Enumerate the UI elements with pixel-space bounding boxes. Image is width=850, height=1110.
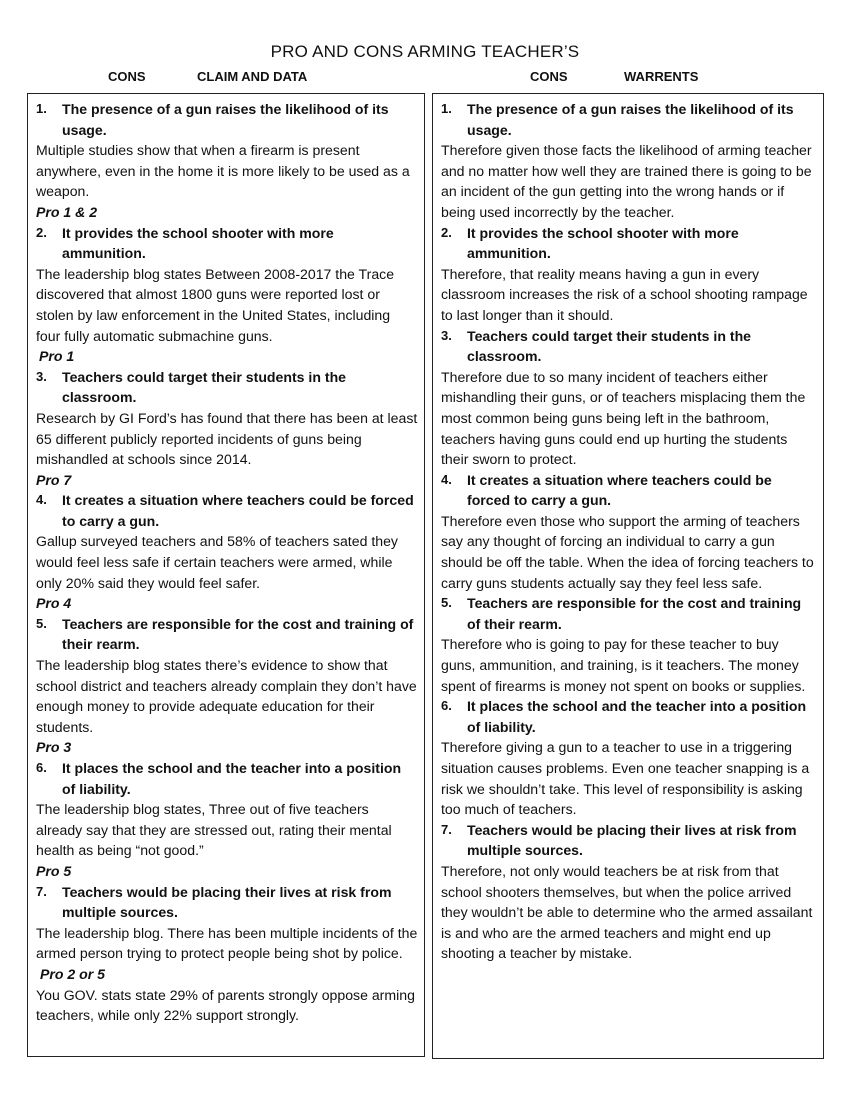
claim-heading xyxy=(36,490,418,531)
item-number: 6. xyxy=(36,760,47,775)
warrant-heading xyxy=(441,326,817,367)
warrant-text: Therefore even those who support the arming of teachers say any thought of forcing an individual to carry a gun should be off the table. When the idea of forcing teachers to carry guns students actually say they feel less safe. xyxy=(441,512,814,591)
heading-text: It provides the school shooter with more ammunition. xyxy=(62,224,334,262)
claim-data-text: Multiple studies show that when a firearm is present anywhere, even in the home it is more likely to be used as a weapon. xyxy=(36,142,410,200)
claim-heading xyxy=(36,367,418,408)
pro-reference: Pro 4 xyxy=(36,595,72,612)
warrant-item xyxy=(441,223,817,326)
heading-text: It places the school and the teacher into a position of liability. xyxy=(62,760,402,797)
warrant-item xyxy=(441,820,817,964)
claim-heading xyxy=(36,99,418,140)
warrant-text: Therefore given those facts the likelihood of arming teacher and no matter how well they are trained there is going to be an incident of the gun getting into the wrong hands or if being used incorrectly by the teacher. xyxy=(441,142,812,220)
warrant-item xyxy=(441,696,817,820)
warrant-item xyxy=(441,326,817,470)
item-number: 6. xyxy=(441,698,452,714)
claim-item xyxy=(36,490,418,614)
warrant-text: Therefore who is going to pay for these teacher to buy guns, ammunition, and training, is it teachers. The money spent of firearms is money not spent on books or supplies. xyxy=(441,636,806,694)
warrant-heading xyxy=(441,696,817,737)
claim-item xyxy=(36,758,418,882)
warrant-heading xyxy=(441,593,817,634)
heading-text: It places the school and the teacher into a position of liability. xyxy=(467,698,807,735)
pro-reference: Pro 5 xyxy=(36,862,72,879)
warrants-column xyxy=(432,93,824,1059)
claim-heading xyxy=(36,223,418,264)
item-number: 7. xyxy=(36,883,47,899)
heading-text: Teachers would be placing their lives at risk from multiple sources. xyxy=(62,883,392,921)
item-number: 1. xyxy=(441,101,452,116)
warrant-text: Therefore giving a gun to a teacher to use in a triggering situation causes problems. Even one teacher snapping is a risk we shouldn’t take. This level of responsibility is asking too much of teachers. xyxy=(441,739,810,818)
heading-text: It provides the school shooter with more ammunition. xyxy=(467,224,739,262)
heading-text: It creates a situation where teachers could be forced to carry a gun. xyxy=(467,471,772,509)
claim-data-extra-text: You GOV. stats state 29% of parents strongly oppose arming teachers, while only 22% support strongly. xyxy=(36,986,415,1024)
item-number: 4. xyxy=(36,492,47,508)
claim-data-text: The leadership blog states there’s evidence to show that school district and teachers already complain they don’t have enough money to provide adequate education for their students. xyxy=(36,657,417,735)
pro-reference: Pro 1 xyxy=(39,348,75,365)
header-left-cons: CONS xyxy=(108,69,146,84)
claim-item xyxy=(36,882,418,1026)
pro-reference: Pro 1 & 2 xyxy=(36,203,98,220)
item-number: 3. xyxy=(36,368,47,384)
warrant-heading xyxy=(441,470,817,511)
pro-reference: Pro 2 or 5 xyxy=(40,965,106,982)
warrant-text: Therefore, that reality means having a gun in every classroom increases the risk of a school shooting rampage to last longer than it should. xyxy=(441,265,808,323)
claim-data-text: The leadership blog. There has been multiple incidents of the armed person trying to protect people being shot by police. xyxy=(36,924,418,962)
claim-heading xyxy=(36,882,418,923)
item-number: 5. xyxy=(441,595,452,611)
claim-item xyxy=(36,223,418,367)
heading-text: The presence of a gun raises the likelihood of its usage. xyxy=(62,101,389,138)
item-number: 1. xyxy=(36,101,47,116)
item-number: 4. xyxy=(441,471,452,487)
heading-text: The presence of a gun raises the likelihood of its usage. xyxy=(467,101,794,138)
warrant-heading xyxy=(441,820,817,861)
warrant-item xyxy=(441,593,817,696)
header-warrants: WARRENTS xyxy=(624,69,699,84)
claim-item xyxy=(36,614,418,758)
heading-text: Teachers could target their students in the classroom. xyxy=(467,327,752,365)
item-number: 5. xyxy=(36,615,47,631)
warrant-text: Therefore, not only would teachers be at risk from that school shooters themselves, but when the police arrived they wouldn’t be able to determine who the armed assailant is and who are the armed teachers and might end up shooting a teacher by mistake. xyxy=(441,862,813,962)
heading-text: Teachers could target their students in the classroom. xyxy=(62,368,347,406)
item-number: 7. xyxy=(441,821,452,837)
pro-reference: Pro 3 xyxy=(36,739,72,756)
claim-data-text: The leadership blog states Between 2008-2017 the Trace discovered that almost 1800 guns were reported lost or stolen by law enforcement in the United States, including four fully automatic submachine guns. xyxy=(36,265,395,344)
pro-reference: Pro 7 xyxy=(36,471,72,488)
claim-data-text: Gallup surveyed teachers and 58% of teachers sated they would feel less safe if certain teachers were armed, while only 20% said they would feel safer. xyxy=(36,533,398,591)
warrant-heading xyxy=(441,223,817,264)
warrant-item xyxy=(441,99,817,223)
heading-text: Teachers are responsible for the cost and training of their rearm. xyxy=(467,595,802,632)
claim-data-column xyxy=(27,93,425,1057)
heading-text: Teachers are responsible for the cost and training of their rearm. xyxy=(62,615,414,653)
heading-text: It creates a situation where teachers could be forced to carry a gun. xyxy=(62,492,414,529)
heading-text: Teachers would be placing their lives at risk from multiple sources. xyxy=(467,821,797,859)
item-number: 3. xyxy=(441,327,452,343)
warrant-text: Therefore due to so many incident of teachers either mishandling their guns, or of teachers misplacing them the most common being guns being left in the bathroom, teachers having guns could end up hurting the students their sworn to protect. xyxy=(441,368,806,468)
claim-heading xyxy=(36,614,418,655)
claim-data-text: The leadership blog states, Three out of five teachers already say that they are stressed out, rating their mental health as being “not good.” xyxy=(36,801,392,859)
warrant-heading xyxy=(441,99,817,140)
header-right-cons: CONS xyxy=(530,69,568,84)
header-claim-and-data: CLAIM AND DATA xyxy=(197,69,308,84)
warrant-item xyxy=(441,470,817,594)
claim-item xyxy=(36,367,418,491)
claim-heading xyxy=(36,758,418,799)
claim-data-text: Research by GI Ford’s has found that there has been at least 65 different publicly reported incidents of guns being mishandled at schools since 2014. xyxy=(36,409,418,468)
page-title: PRO AND CONS ARMING TEACHER’S xyxy=(270,42,580,61)
item-number: 2. xyxy=(36,224,47,240)
item-number: 2. xyxy=(441,224,452,240)
claim-item xyxy=(36,99,418,223)
